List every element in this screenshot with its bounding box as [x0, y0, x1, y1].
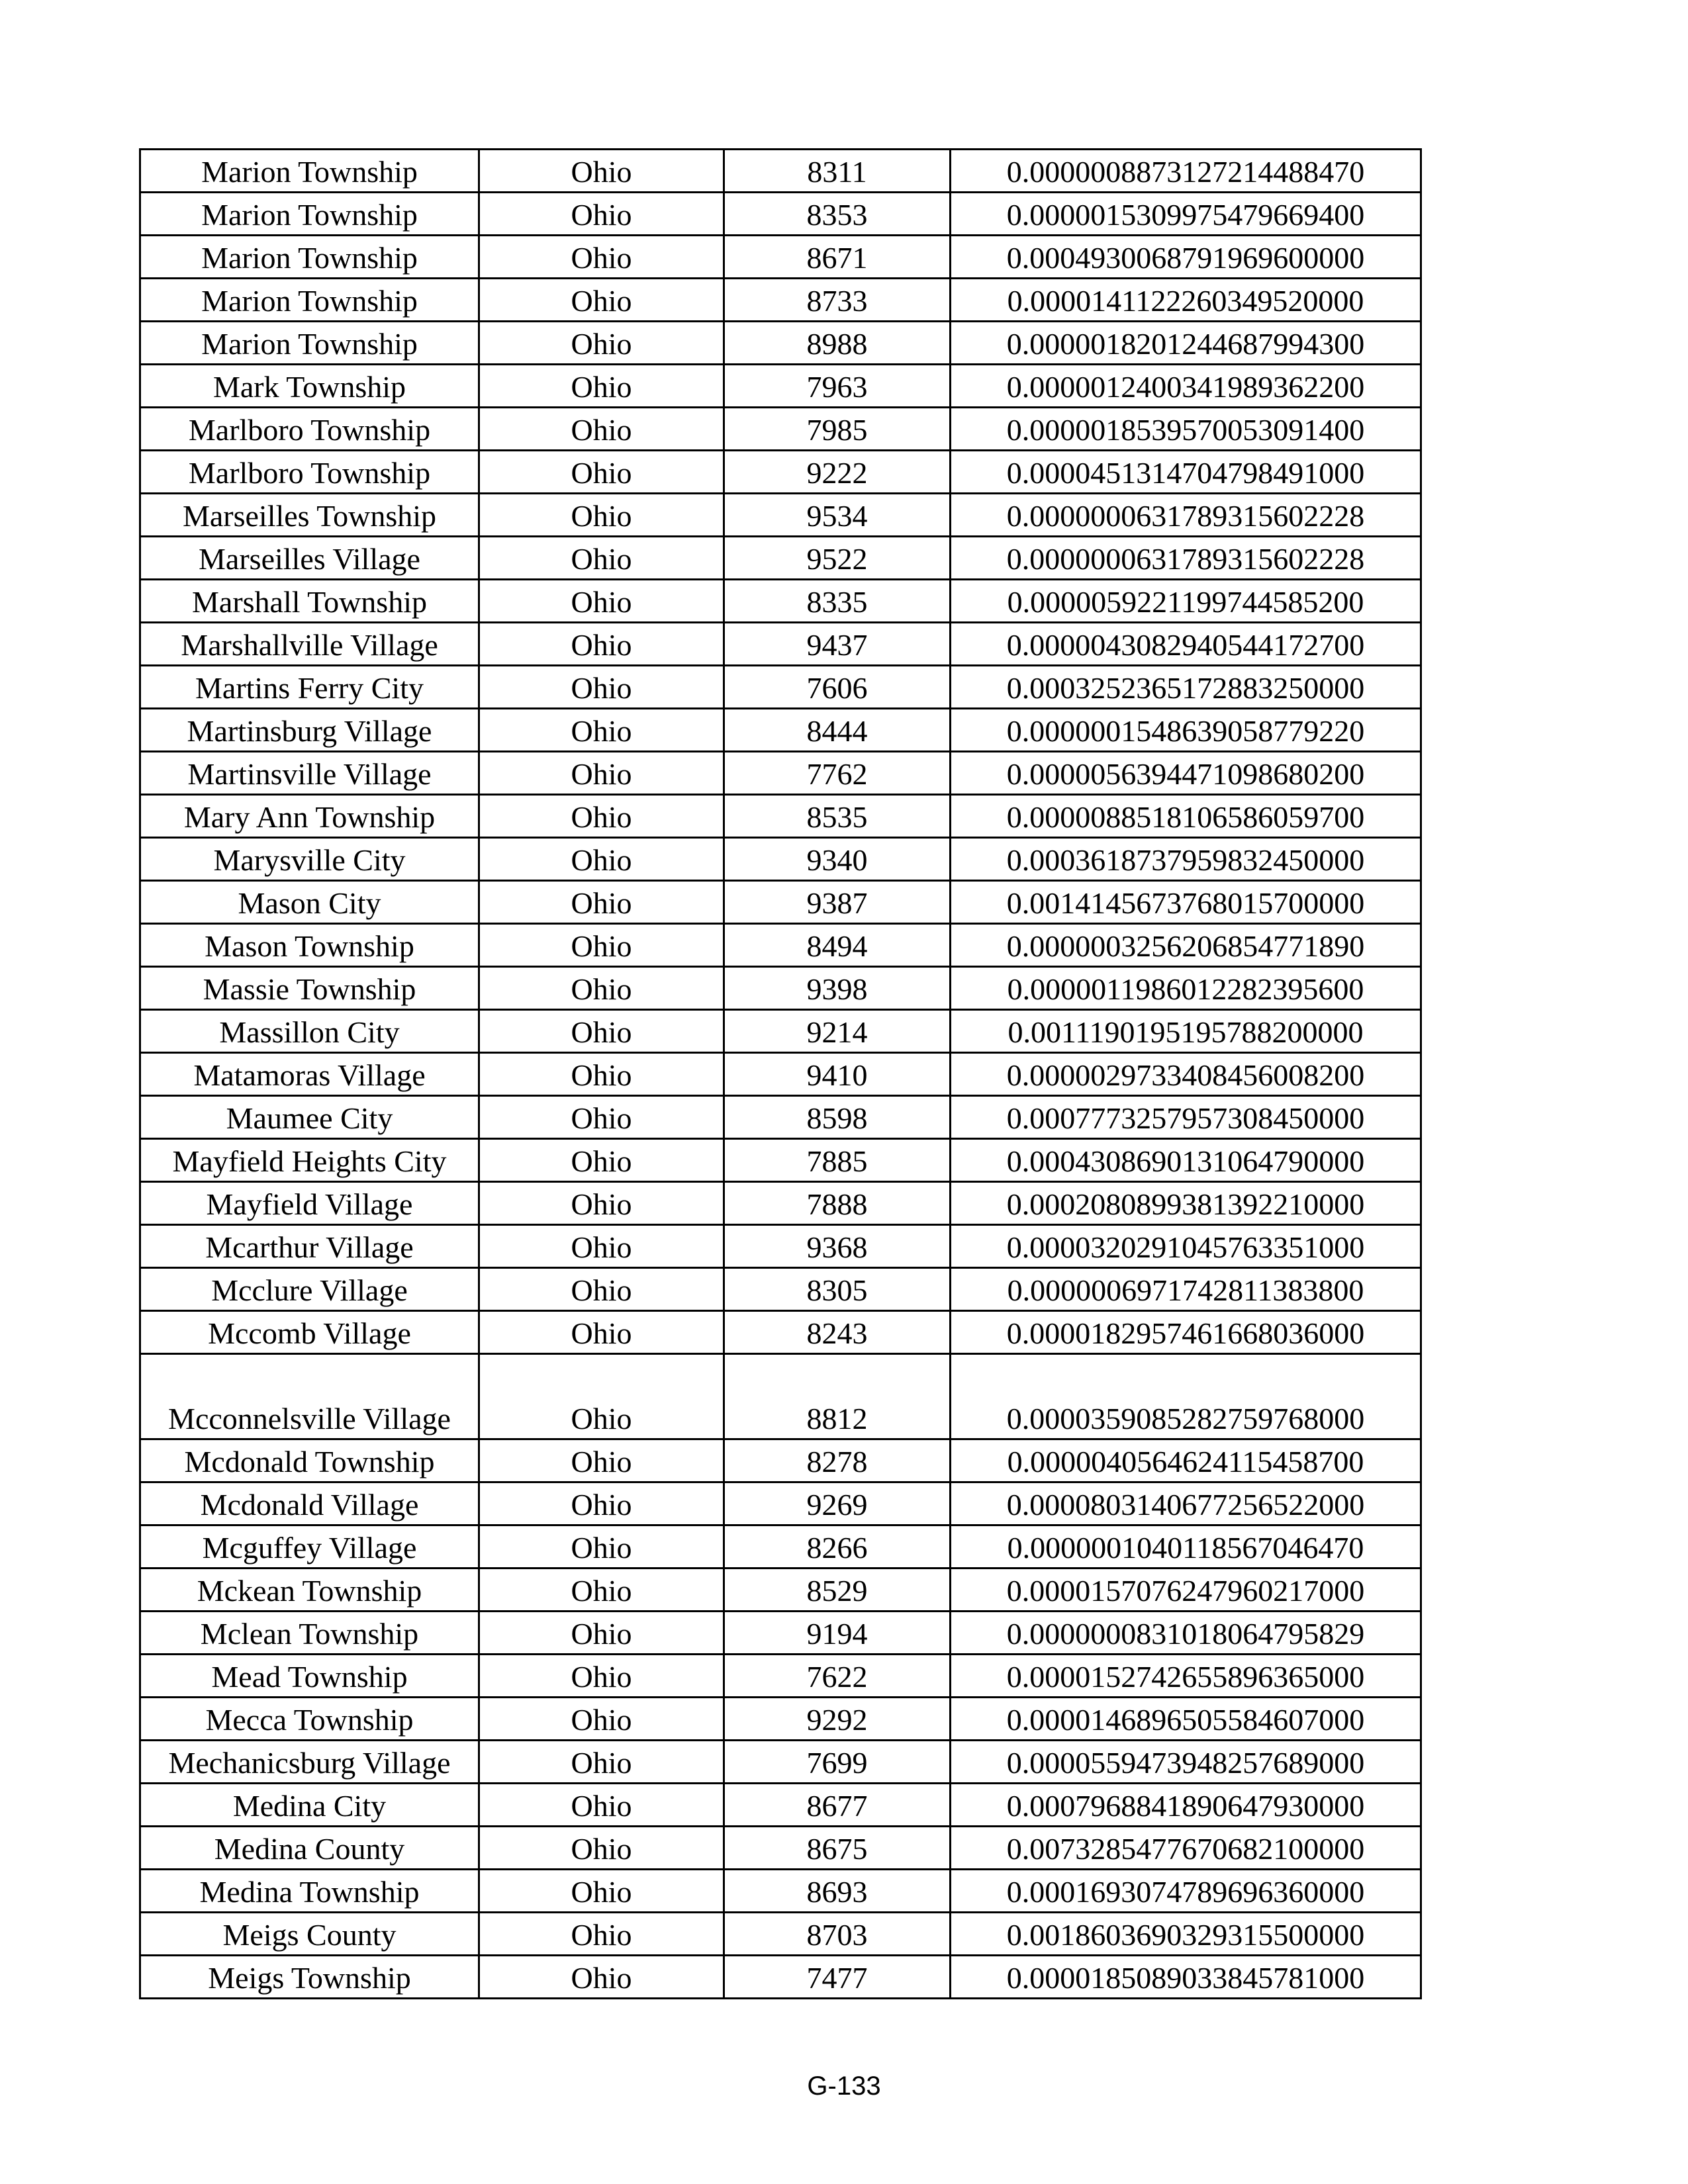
jurisdiction-cell: Marysville City [140, 838, 479, 881]
jurisdiction-cell: Mcarthur Village [140, 1225, 479, 1268]
code-cell: 8444 [724, 709, 951, 752]
code-cell: 9292 [724, 1698, 951, 1741]
jurisdiction-cell: Martinsburg Village [140, 709, 479, 752]
state-cell: Ohio [479, 1482, 724, 1525]
state-cell: Ohio [479, 1225, 724, 1268]
jurisdiction-cell: Martins Ferry City [140, 666, 479, 709]
state-cell: Ohio [479, 580, 724, 623]
jurisdiction-cell: Marseilles Township [140, 494, 479, 537]
value-cell: 0.0004930068791969600000 [951, 236, 1421, 279]
state-cell: Ohio [479, 451, 724, 494]
code-cell: 8278 [724, 1439, 951, 1482]
state-cell: Ohio [479, 1870, 724, 1913]
table-row [140, 881, 1421, 924]
value-cell: 0.0000157076247960217000 [951, 1569, 1421, 1612]
value-cell: 0.0007773257957308450000 [951, 1096, 1421, 1139]
state-cell: Ohio [479, 1010, 724, 1053]
value-cell: 0.0014145673768015700000 [951, 881, 1421, 924]
table-row [140, 1913, 1421, 1956]
jurisdiction-cell: Marion Township [140, 322, 479, 365]
table-row [140, 537, 1421, 580]
state-cell: Ohio [479, 1139, 724, 1182]
code-cell: 9340 [724, 838, 951, 881]
state-cell: Ohio [479, 881, 724, 924]
state-cell: Ohio [479, 537, 724, 580]
table-row [140, 1698, 1421, 1741]
value-cell: 0.0007968841890647930000 [951, 1784, 1421, 1827]
table-row [140, 1439, 1421, 1482]
state-cell: Ohio [479, 1053, 724, 1096]
value-cell: 0.0000018539570053091400 [951, 408, 1421, 451]
state-cell: Ohio [479, 1913, 724, 1956]
jurisdiction-cell: Mead Township [140, 1655, 479, 1698]
code-cell: 9387 [724, 881, 951, 924]
table-row [140, 924, 1421, 967]
code-cell: 7762 [724, 752, 951, 795]
state-cell: Ohio [479, 1439, 724, 1482]
table-row [140, 795, 1421, 838]
code-cell: 9194 [724, 1612, 951, 1655]
jurisdiction-cell: Marlboro Township [140, 451, 479, 494]
value-cell: 0.0018603690329315500000 [951, 1913, 1421, 1956]
code-cell: 9214 [724, 1010, 951, 1053]
value-cell: 0.0001693074789696360000 [951, 1870, 1421, 1913]
code-cell: 8305 [724, 1268, 951, 1311]
value-cell: 0.0000003256206854771890 [951, 924, 1421, 967]
jurisdiction-cell: Mclean Township [140, 1612, 479, 1655]
value-cell: 0.0000059221199744585200 [951, 580, 1421, 623]
jurisdiction-cell: Marion Township [140, 236, 479, 279]
jurisdiction-cell: Massillon City [140, 1010, 479, 1053]
page-number: G-133 [807, 2071, 881, 2101]
jurisdiction-cell: Mark Township [140, 365, 479, 408]
code-cell: 9522 [724, 537, 951, 580]
table-row [140, 709, 1421, 752]
table-row [140, 1225, 1421, 1268]
jurisdiction-cell: Mcdonald Village [140, 1482, 479, 1525]
value-cell: 0.0000359085282759768000 [951, 1354, 1421, 1439]
value-cell: 0.0000146896505584607000 [951, 1698, 1421, 1741]
jurisdiction-cell: Mason City [140, 881, 479, 924]
code-cell: 8988 [724, 322, 951, 365]
jurisdiction-cell: Mcdonald Township [140, 1439, 479, 1482]
value-cell: 0.0000008873127214488470 [951, 150, 1421, 193]
jurisdiction-cell: Marshallville Village [140, 623, 479, 666]
jurisdiction-cell: Meigs County [140, 1913, 479, 1956]
table-row [140, 451, 1421, 494]
table-row [140, 1870, 1421, 1913]
table-row [140, 580, 1421, 623]
jurisdiction-cell: Marion Township [140, 193, 479, 236]
state-cell: Ohio [479, 1182, 724, 1225]
jurisdiction-cell: Medina City [140, 1784, 479, 1827]
state-cell: Ohio [479, 322, 724, 365]
jurisdiction-cell: Marseilles Village [140, 537, 479, 580]
value-cell: 0.0000001040118567046470 [951, 1525, 1421, 1569]
state-cell: Ohio [479, 1525, 724, 1569]
jurisdiction-cell: Mcconnelsville Village [140, 1354, 479, 1439]
table-row [140, 623, 1421, 666]
table-row [140, 193, 1421, 236]
code-cell: 8243 [724, 1311, 951, 1354]
state-cell: Ohio [479, 709, 724, 752]
value-cell: 0.0000056394471098680200 [951, 752, 1421, 795]
table-row [140, 150, 1421, 193]
state-cell: Ohio [479, 193, 724, 236]
table-row [140, 1268, 1421, 1311]
table-row [140, 967, 1421, 1010]
jurisdiction-cell: Matamoras Village [140, 1053, 479, 1096]
state-cell: Ohio [479, 1698, 724, 1741]
code-cell: 7477 [724, 1956, 951, 1999]
table-row [140, 1010, 1421, 1053]
state-cell: Ohio [479, 236, 724, 279]
table-row [140, 1354, 1421, 1439]
state-cell: Ohio [479, 752, 724, 795]
jurisdiction-cell: Mason Township [140, 924, 479, 967]
state-cell: Ohio [479, 1268, 724, 1311]
state-cell: Ohio [479, 1311, 724, 1354]
value-cell: 0.0003252365172883250000 [951, 666, 1421, 709]
table-row [140, 1569, 1421, 1612]
state-cell: Ohio [479, 666, 724, 709]
table-row [140, 838, 1421, 881]
data-table [139, 148, 1422, 1999]
value-cell: 0.0000803140677256522000 [951, 1482, 1421, 1525]
code-cell: 8535 [724, 795, 951, 838]
code-cell: 8812 [724, 1354, 951, 1439]
jurisdiction-cell: Marlboro Township [140, 408, 479, 451]
code-cell: 8311 [724, 150, 951, 193]
jurisdiction-cell: Mary Ann Township [140, 795, 479, 838]
value-cell: 0.0000320291045763351000 [951, 1225, 1421, 1268]
table-row [140, 666, 1421, 709]
code-cell: 9222 [724, 451, 951, 494]
table-body [140, 150, 1421, 1999]
code-cell: 8266 [724, 1525, 951, 1569]
code-cell: 8671 [724, 236, 951, 279]
value-cell: 0.0000011986012282395600 [951, 967, 1421, 1010]
table-row [140, 236, 1421, 279]
value-cell: 0.0000451314704798491000 [951, 451, 1421, 494]
state-cell: Ohio [479, 1612, 724, 1655]
code-cell: 8693 [724, 1870, 951, 1913]
value-cell: 0.0000152742655896365000 [951, 1655, 1421, 1698]
value-cell: 0.0073285477670682100000 [951, 1827, 1421, 1870]
state-cell: Ohio [479, 838, 724, 881]
value-cell: 0.0000000631789315602228 [951, 537, 1421, 580]
jurisdiction-cell: Maumee City [140, 1096, 479, 1139]
state-cell: Ohio [479, 1741, 724, 1784]
table-row [140, 1612, 1421, 1655]
table-row [140, 1482, 1421, 1525]
table-row [140, 1956, 1421, 1999]
table-row [140, 1784, 1421, 1827]
table-row [140, 279, 1421, 322]
state-cell: Ohio [479, 795, 724, 838]
value-cell: 0.0003618737959832450000 [951, 838, 1421, 881]
value-cell: 0.0000559473948257689000 [951, 1741, 1421, 1784]
code-cell: 9368 [724, 1225, 951, 1268]
value-cell: 0.0004308690131064790000 [951, 1139, 1421, 1182]
code-cell: 7885 [724, 1139, 951, 1182]
code-cell: 8675 [724, 1827, 951, 1870]
table-row [140, 1096, 1421, 1139]
value-cell: 0.0011190195195788200000 [951, 1010, 1421, 1053]
value-cell: 0.0000012400341989362200 [951, 365, 1421, 408]
table-row [140, 1655, 1421, 1698]
table-row [140, 494, 1421, 537]
code-cell: 7963 [724, 365, 951, 408]
state-cell: Ohio [479, 1956, 724, 1999]
jurisdiction-cell: Mechanicsburg Village [140, 1741, 479, 1784]
state-cell: Ohio [479, 494, 724, 537]
state-cell: Ohio [479, 408, 724, 451]
value-cell: 0.0000018201244687994300 [951, 322, 1421, 365]
state-cell: Ohio [479, 1096, 724, 1139]
state-cell: Ohio [479, 1655, 724, 1698]
code-cell: 7606 [724, 666, 951, 709]
code-cell: 9410 [724, 1053, 951, 1096]
jurisdiction-cell: Mcguffey Village [140, 1525, 479, 1569]
state-cell: Ohio [479, 623, 724, 666]
jurisdiction-cell: Mayfield Village [140, 1182, 479, 1225]
state-cell: Ohio [479, 924, 724, 967]
jurisdiction-cell: Martinsville Village [140, 752, 479, 795]
value-cell: 0.0000001548639058779220 [951, 709, 1421, 752]
state-cell: Ohio [479, 1354, 724, 1439]
table-row [140, 1741, 1421, 1784]
table-row [140, 1139, 1421, 1182]
code-cell: 9437 [724, 623, 951, 666]
table-row [140, 322, 1421, 365]
code-cell: 8677 [724, 1784, 951, 1827]
table-row [140, 752, 1421, 795]
state-cell: Ohio [479, 1569, 724, 1612]
value-cell: 0.0000006971742811383800 [951, 1268, 1421, 1311]
value-cell: 0.0000000631789315602228 [951, 494, 1421, 537]
table-row [140, 1827, 1421, 1870]
table-row [140, 1182, 1421, 1225]
code-cell: 8494 [724, 924, 951, 967]
code-cell: 8733 [724, 279, 951, 322]
state-cell: Ohio [479, 1784, 724, 1827]
jurisdiction-cell: Mckean Township [140, 1569, 479, 1612]
table-row [140, 365, 1421, 408]
code-cell: 7622 [724, 1655, 951, 1698]
jurisdiction-cell: Mayfield Heights City [140, 1139, 479, 1182]
jurisdiction-cell: Marshall Township [140, 580, 479, 623]
value-cell: 0.0000182957461668036000 [951, 1311, 1421, 1354]
table-row [140, 408, 1421, 451]
value-cell: 0.0000040564624115458700 [951, 1439, 1421, 1482]
table-row [140, 1311, 1421, 1354]
value-cell: 0.0000000831018064795829 [951, 1612, 1421, 1655]
jurisdiction-cell: Marion Township [140, 150, 479, 193]
jurisdiction-cell: Massie Township [140, 967, 479, 1010]
jurisdiction-cell: Mccomb Village [140, 1311, 479, 1354]
value-cell: 0.0002080899381392210000 [951, 1182, 1421, 1225]
code-cell: 7699 [724, 1741, 951, 1784]
code-cell: 9534 [724, 494, 951, 537]
state-cell: Ohio [479, 279, 724, 322]
value-cell: 0.0000015309975479669400 [951, 193, 1421, 236]
code-cell: 9269 [724, 1482, 951, 1525]
jurisdiction-cell: Medina County [140, 1827, 479, 1870]
jurisdiction-cell: Mecca Township [140, 1698, 479, 1741]
state-cell: Ohio [479, 1827, 724, 1870]
jurisdiction-cell: Mcclure Village [140, 1268, 479, 1311]
code-cell: 8598 [724, 1096, 951, 1139]
table-row [140, 1525, 1421, 1569]
code-cell: 7888 [724, 1182, 951, 1225]
jurisdiction-cell: Medina Township [140, 1870, 479, 1913]
code-cell: 8353 [724, 193, 951, 236]
code-cell: 8529 [724, 1569, 951, 1612]
jurisdiction-cell: Meigs Township [140, 1956, 479, 1999]
value-cell: 0.0000141122260349520000 [951, 279, 1421, 322]
code-cell: 9398 [724, 967, 951, 1010]
code-cell: 8335 [724, 580, 951, 623]
state-cell: Ohio [479, 967, 724, 1010]
code-cell: 8703 [724, 1913, 951, 1956]
value-cell: 0.0000185089033845781000 [951, 1956, 1421, 1999]
jurisdiction-cell: Marion Township [140, 279, 479, 322]
value-cell: 0.0000043082940544172700 [951, 623, 1421, 666]
value-cell: 0.0000029733408456008200 [951, 1053, 1421, 1096]
table-row [140, 1053, 1421, 1096]
value-cell: 0.0000088518106586059700 [951, 795, 1421, 838]
state-cell: Ohio [479, 150, 724, 193]
state-cell: Ohio [479, 365, 724, 408]
code-cell: 7985 [724, 408, 951, 451]
